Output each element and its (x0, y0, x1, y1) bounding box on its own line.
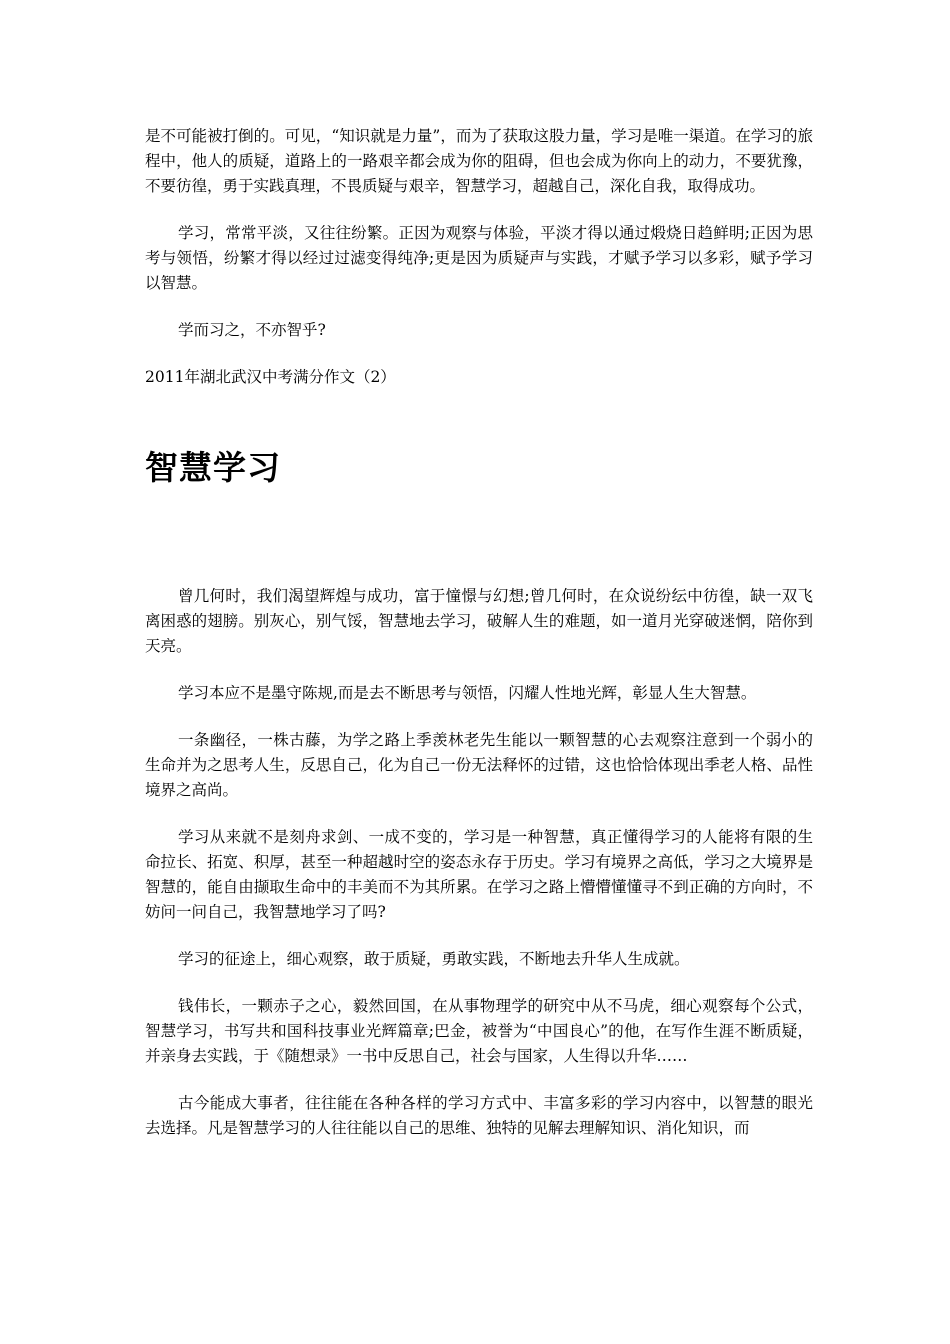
body-paragraph: 曾几何时，我们渴望辉煌与成功，富于憧憬与幻想;曾几何时，在众说纷纭中彷徨，缺一双飞离困惑的翅膀。别灰心，别气馁，智慧地去学习，破解人生的难题，如一道月光穿破迷惘，陪你到天亮。 (145, 587, 813, 655)
body-paragraph: 学习本应不是墨守陈规,而是去不断思考与领悟，闪耀人性地光辉，彰显人生大智慧。 (178, 684, 757, 702)
body-paragraph: 学习从来就不是刻舟求剑、一成不变的，学习是一种智慧，真正懂得学习的人能将有限的生命拉长、拓宽、积厚，甚至一种超越时空的姿态永存于历史。学习有境界之高低，学习之大境界是智慧的，能自由撷取生命中的丰美而不为其所累。在学习之路上懵懵懂懂寻不到正确的方向时，不妨问一问自己，我智慧地学习了吗? (145, 828, 813, 921)
document-page (145, 124, 813, 1163)
body-paragraph: 学习，常常平淡，又往往纷繁。正因为观察与体验，平淡才得以通过煅烧日趋鲜明;正因为思考与领悟，纷繁才得以经过过滤变得纯净;更是因为质疑声与实践，才赋予学习以多彩，赋予学习以智慧。 (145, 224, 813, 292)
body-paragraph: 学习的征途上，细心观察，敢于质疑，勇敢实践，不断地去升华人生成就。 (178, 950, 690, 968)
continued-paragraph: 是不可能被打倒的。可见，“知识就是力量”，而为了获取这股力量，学习是唯一渠道。在学习的旅程中，他人的质疑，道路上的一路艰辛都会成为你的阻碍，但也会成为你向上的动力，不要犹豫，不要彷徨，勇于实践真理，不畏质疑与艰辛，智慧学习，超越自己，深化自我，取得成功。 (145, 127, 813, 195)
article-body (145, 584, 813, 1141)
essay-source-line: 2011年湖北武汉中考满分作文（2） (145, 368, 396, 386)
body-paragraph: 一条幽径，一株古藤，为学之路上季羡林老先生能以一颗智慧的心去观察注意到一个弱小的生命并为之思考人生，反思自己，化为自己一份无法释怀的过错，这也恰恰体现出季老人格、品性境界之高尚。 (145, 731, 813, 799)
body-paragraph: 古今能成大事者，往往能在各种各样的学习方式中、丰富多彩的学习内容中，以智慧的眼光去选择。凡是智慧学习的人往往能以自己的思维、独特的见解去理解知识、消化知识，而 (145, 1094, 813, 1137)
body-paragraph: 钱伟长，一颗赤子之心，毅然回国，在从事物理学的研究中从不马虎，细心观察每个公式，智慧学习，书写共和国科技事业光辉篇章;巴金，被誉为“中国良心”的他，在写作生涯不断质疑，并亲身去实践，于《随想录》一书中反思自己，社会与国家，人生得以升华…… (145, 997, 813, 1065)
body-paragraph: 学而习之，不亦智乎? (178, 321, 326, 339)
article-title: 智慧学习 (145, 448, 281, 487)
